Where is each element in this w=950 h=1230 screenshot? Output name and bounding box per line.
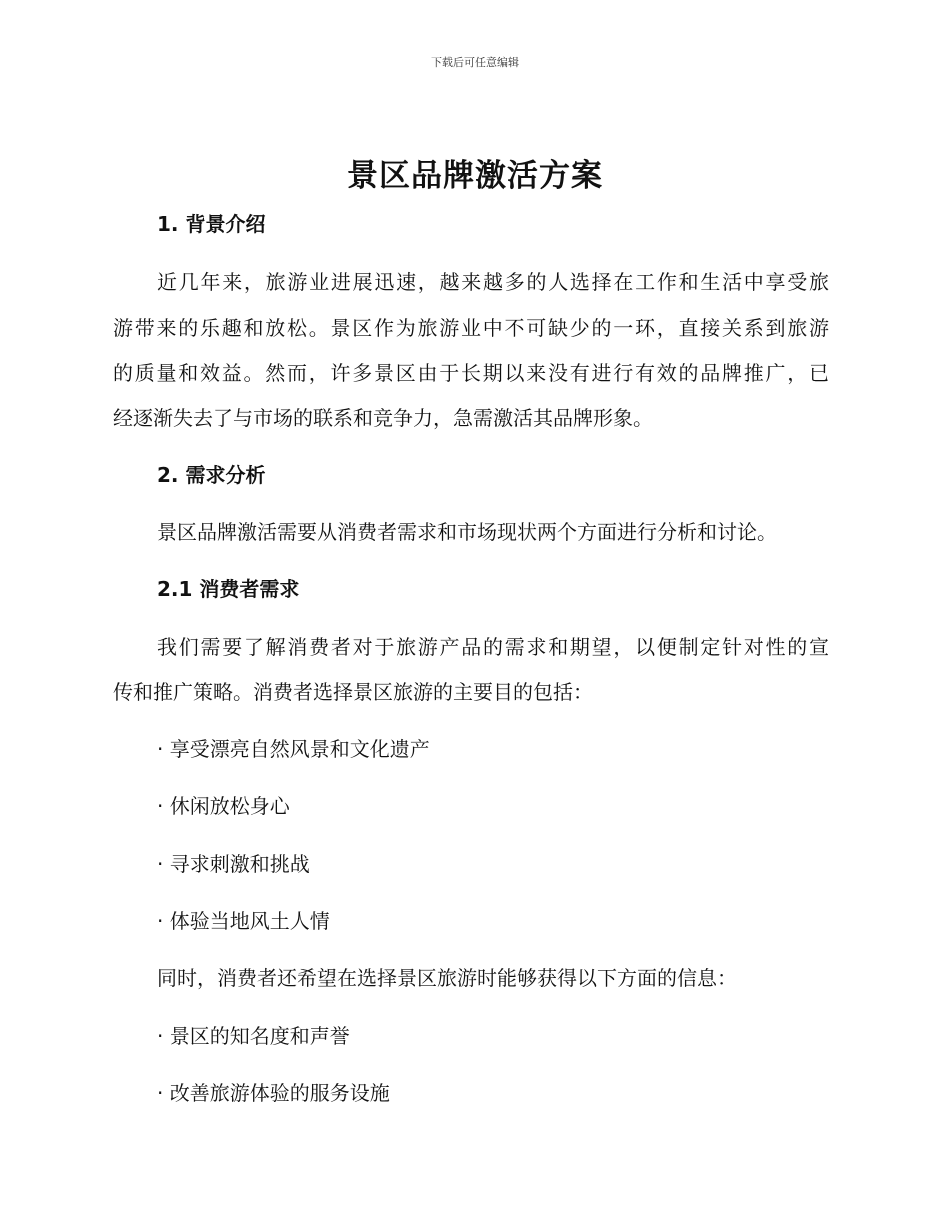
background-paragraph-line: 近几年来，旅游业进展迅速，越来越多的人选择在工作和生活中享受旅 bbox=[157, 270, 829, 294]
demand-paragraph: 景区品牌激活需要从消费者需求和市场现状两个方面进行分析和讨论。 bbox=[157, 520, 777, 544]
background-paragraph-line: 经逐渐失去了与市场的联系和竞争力，急需激活其品牌形象。 bbox=[113, 406, 653, 430]
background-paragraph-line: 的质量和效益。然而，许多景区由于长期以来没有进行有效的品牌推广，已 bbox=[113, 361, 829, 385]
info-list-item: · 改善旅游体验的服务设施 bbox=[157, 1081, 390, 1105]
info-intro-paragraph: 同时，消费者还希望在选择景区旅游时能够获得以下方面的信息： bbox=[157, 966, 737, 990]
header-note: 下载后可任意编辑 bbox=[431, 56, 519, 69]
purpose-list-item: · 寻求刺激和挑战 bbox=[157, 852, 310, 876]
section-heading-demand: 2. 需求分析 bbox=[157, 463, 266, 487]
section-heading-consumer: 2.1 消费者需求 bbox=[157, 577, 300, 601]
document-title: 景区品牌激活方案 bbox=[347, 158, 603, 194]
purpose-list-item: · 体验当地风土人情 bbox=[157, 909, 330, 933]
consumer-paragraph-line: 传和推广策略。消费者选择景区旅游的主要目的包括： bbox=[113, 680, 593, 704]
consumer-paragraph-line: 我们需要了解消费者对于旅游产品的需求和期望，以便制定针对性的宣 bbox=[157, 635, 829, 659]
info-list-item: · 景区的知名度和声誉 bbox=[157, 1024, 350, 1048]
section-heading-background: 1. 背景介绍 bbox=[157, 212, 266, 236]
background-paragraph-line: 游带来的乐趣和放松。景区作为旅游业中不可缺少的一环，直接关系到旅游 bbox=[113, 316, 829, 340]
purpose-list-item: · 享受漂亮自然风景和文化遗产 bbox=[157, 737, 430, 761]
purpose-list-item: · 休闲放松身心 bbox=[157, 794, 290, 818]
